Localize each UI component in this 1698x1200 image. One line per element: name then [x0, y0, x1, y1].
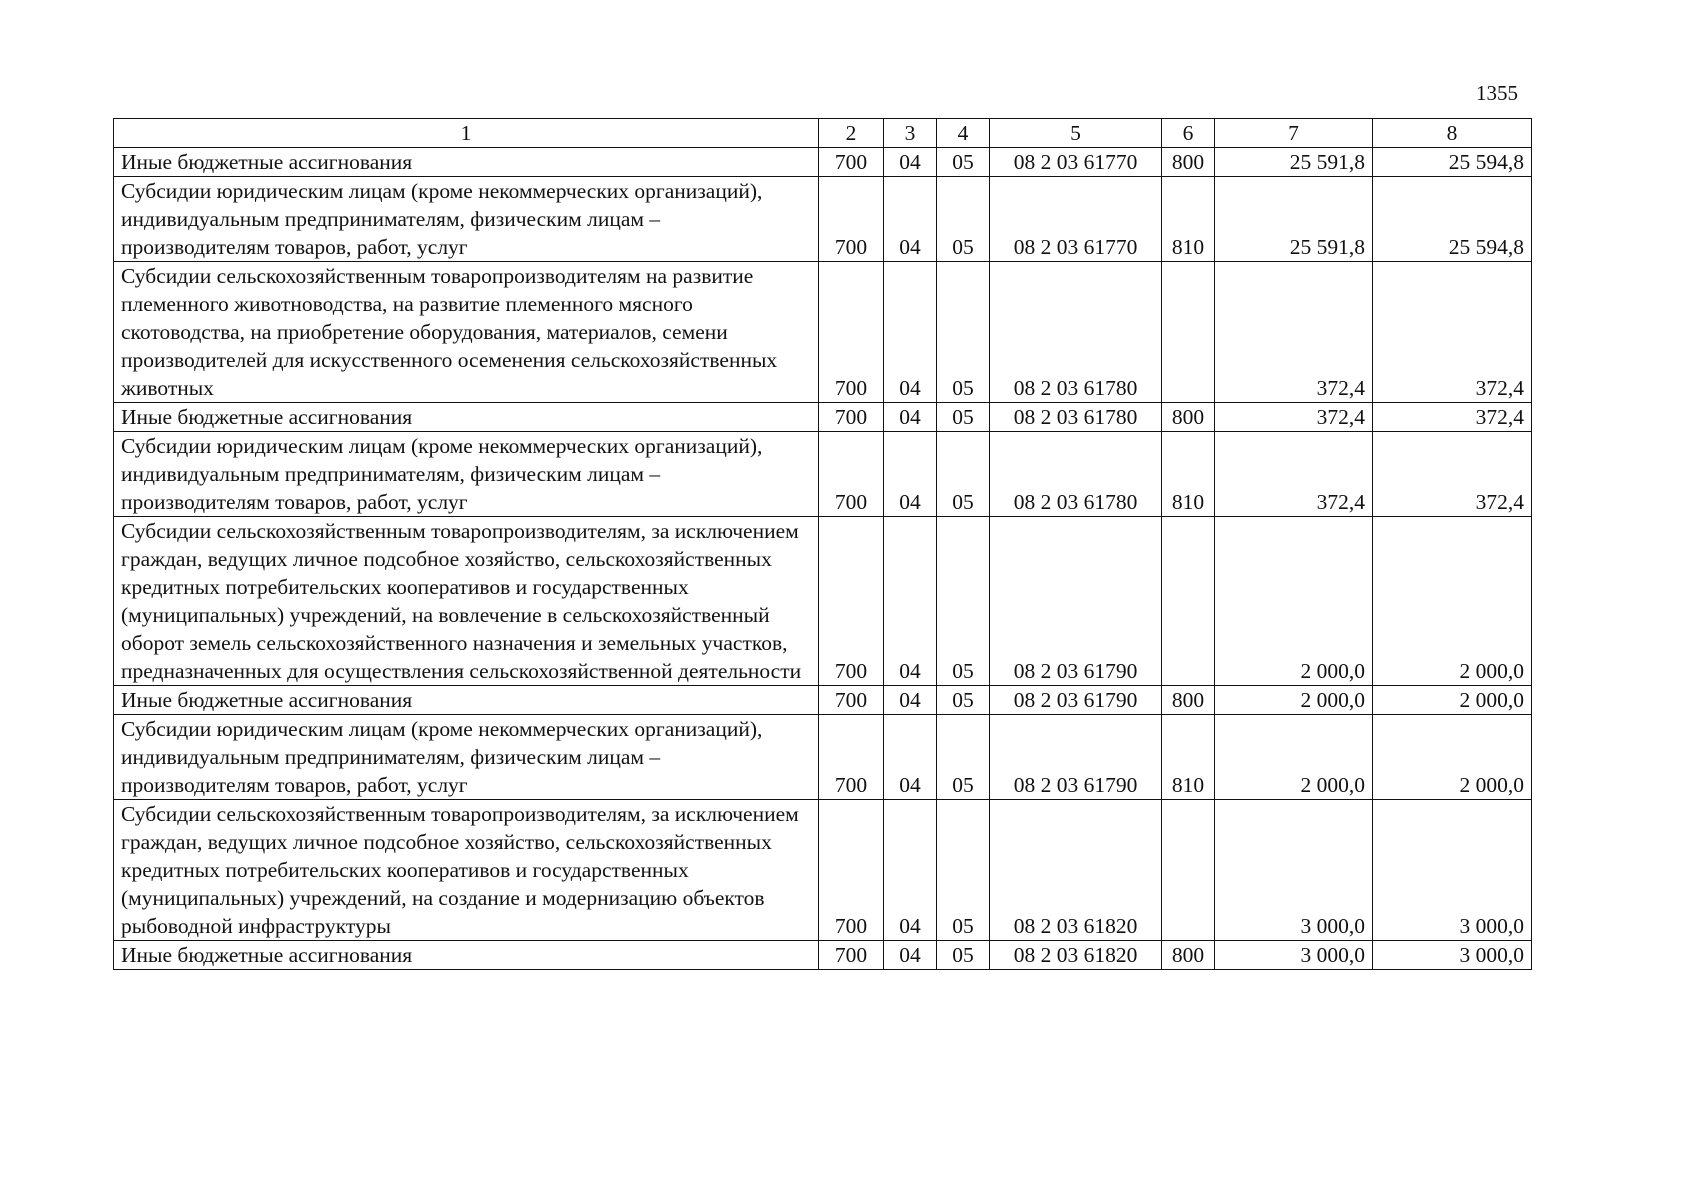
item-name-cell: Субсидии сельскохозяйственным товаропроизводителям на развитие племенного животноводства, на развитие племенного мясного скотоводства, на приобретение оборудования, материалов, семени производителей для искусственного осеменения сельскохозяйственных животных: [114, 262, 819, 403]
target-article-cell: 08 2 03 61770: [990, 177, 1162, 262]
table-row: [114, 686, 1532, 715]
section-code-cell: 04: [884, 148, 937, 177]
table-row: [114, 262, 1532, 403]
item-name-cell: Субсидии сельскохозяйственным товаропроизводителям, за исключением граждан, ведущих личное подсобное хозяйство, сельскохозяйственных кредитных потребительских кооперативов и государственных (муниципальных) учреждений, на создание и модернизацию объектов рыбоводной инфраструктуры: [114, 800, 819, 941]
ministry-code-cell: 700: [819, 686, 884, 715]
table-body: [114, 119, 1532, 970]
ministry-code-cell: 700: [819, 432, 884, 517]
ministry-code-cell: 700: [819, 148, 884, 177]
page-number: 1355: [1476, 81, 1518, 105]
subsection-code-cell: 05: [937, 148, 990, 177]
amount-year2-cell: 25 594,8: [1373, 177, 1532, 262]
expense-type-cell: [1162, 262, 1215, 403]
subsection-code-cell: 05: [937, 686, 990, 715]
amount-year1-cell: 2 000,0: [1215, 715, 1373, 800]
section-code-cell: 04: [884, 432, 937, 517]
section-code-cell: 04: [884, 715, 937, 800]
header-cell-col5: 5: [990, 119, 1162, 148]
budget-table: [113, 118, 1532, 970]
amount-year1-cell: 372,4: [1215, 432, 1373, 517]
ministry-code-cell: 700: [819, 403, 884, 432]
table-row: [114, 517, 1532, 686]
subsection-code-cell: 05: [937, 517, 990, 686]
section-code-cell: 04: [884, 262, 937, 403]
expense-type-cell: 810: [1162, 715, 1215, 800]
amount-year2-cell: 372,4: [1373, 403, 1532, 432]
target-article-cell: 08 2 03 61780: [990, 432, 1162, 517]
item-name-cell: Иные бюджетные ассигнования: [114, 403, 819, 432]
section-code-cell: 04: [884, 177, 937, 262]
amount-year2-cell: 2 000,0: [1373, 686, 1532, 715]
table-row: [114, 941, 1532, 970]
amount-year2-cell: 3 000,0: [1373, 800, 1532, 941]
amount-year2-cell: 372,4: [1373, 262, 1532, 403]
expense-type-cell: 800: [1162, 403, 1215, 432]
amount-year1-cell: 372,4: [1215, 403, 1373, 432]
expense-type-cell: [1162, 517, 1215, 686]
table-header-row: [114, 119, 1532, 148]
header-cell-col8: 8: [1373, 119, 1532, 148]
expense-type-cell: [1162, 800, 1215, 941]
item-name-cell: Субсидии юридическим лицам (кроме некоммерческих организаций), индивидуальным предпринимателям, физическим лицам – производителям товаров, работ, услуг: [114, 432, 819, 517]
amount-year1-cell: 25 591,8: [1215, 148, 1373, 177]
ministry-code-cell: 700: [819, 715, 884, 800]
target-article-cell: 08 2 03 61820: [990, 800, 1162, 941]
target-article-cell: 08 2 03 61780: [990, 403, 1162, 432]
amount-year1-cell: 3 000,0: [1215, 800, 1373, 941]
header-cell-col1: 1: [114, 119, 819, 148]
ministry-code-cell: 700: [819, 517, 884, 686]
amount-year2-cell: 2 000,0: [1373, 517, 1532, 686]
section-code-cell: 04: [884, 686, 937, 715]
target-article-cell: 08 2 03 61780: [990, 262, 1162, 403]
table-row: [114, 148, 1532, 177]
amount-year2-cell: 3 000,0: [1373, 941, 1532, 970]
amount-year2-cell: 2 000,0: [1373, 715, 1532, 800]
item-name-cell: Субсидии юридическим лицам (кроме некоммерческих организаций), индивидуальным предпринимателям, физическим лицам – производителям товаров, работ, услуг: [114, 177, 819, 262]
amount-year2-cell: 25 594,8: [1373, 148, 1532, 177]
item-name-cell: Субсидии сельскохозяйственным товаропроизводителям, за исключением граждан, ведущих личное подсобное хозяйство, сельскохозяйственных кредитных потребительских кооперативов и государственных (муниципальных) учреждений, на вовлечение в сельскохозяйственный оборот земель сельскохозяйственного назначения и земельных участков, предназначенных для осуществления сельскохозяйственной деятельности: [114, 517, 819, 686]
header-cell-col3: 3: [884, 119, 937, 148]
subsection-code-cell: 05: [937, 941, 990, 970]
target-article-cell: 08 2 03 61770: [990, 148, 1162, 177]
subsection-code-cell: 05: [937, 403, 990, 432]
amount-year1-cell: 3 000,0: [1215, 941, 1373, 970]
subsection-code-cell: 05: [937, 262, 990, 403]
section-code-cell: 04: [884, 403, 937, 432]
table-row: [114, 800, 1532, 941]
ministry-code-cell: 700: [819, 941, 884, 970]
expense-type-cell: 810: [1162, 177, 1215, 262]
header-cell-col2: 2: [819, 119, 884, 148]
amount-year1-cell: 25 591,8: [1215, 177, 1373, 262]
target-article-cell: 08 2 03 61790: [990, 686, 1162, 715]
amount-year2-cell: 372,4: [1373, 432, 1532, 517]
subsection-code-cell: 05: [937, 800, 990, 941]
expense-type-cell: 800: [1162, 686, 1215, 715]
ministry-code-cell: 700: [819, 262, 884, 403]
table-row: [114, 432, 1532, 517]
expense-type-cell: 810: [1162, 432, 1215, 517]
amount-year1-cell: 2 000,0: [1215, 686, 1373, 715]
amount-year1-cell: 372,4: [1215, 262, 1373, 403]
table-row: [114, 715, 1532, 800]
ministry-code-cell: 700: [819, 800, 884, 941]
item-name-cell: Субсидии юридическим лицам (кроме некоммерческих организаций), индивидуальным предпринимателям, физическим лицам – производителям товаров, работ, услуг: [114, 715, 819, 800]
item-name-cell: Иные бюджетные ассигнования: [114, 686, 819, 715]
expense-type-cell: 800: [1162, 148, 1215, 177]
ministry-code-cell: 700: [819, 177, 884, 262]
item-name-cell: Иные бюджетные ассигнования: [114, 148, 819, 177]
section-code-cell: 04: [884, 941, 937, 970]
subsection-code-cell: 05: [937, 177, 990, 262]
section-code-cell: 04: [884, 800, 937, 941]
amount-year1-cell: 2 000,0: [1215, 517, 1373, 686]
header-cell-col6: 6: [1162, 119, 1215, 148]
header-cell-col4: 4: [937, 119, 990, 148]
table-row: [114, 177, 1532, 262]
header-cell-col7: 7: [1215, 119, 1373, 148]
expense-type-cell: 800: [1162, 941, 1215, 970]
table-row: [114, 403, 1532, 432]
section-code-cell: 04: [884, 517, 937, 686]
target-article-cell: 08 2 03 61790: [990, 517, 1162, 686]
subsection-code-cell: 05: [937, 715, 990, 800]
subsection-code-cell: 05: [937, 432, 990, 517]
target-article-cell: 08 2 03 61790: [990, 715, 1162, 800]
item-name-cell: Иные бюджетные ассигнования: [114, 941, 819, 970]
target-article-cell: 08 2 03 61820: [990, 941, 1162, 970]
